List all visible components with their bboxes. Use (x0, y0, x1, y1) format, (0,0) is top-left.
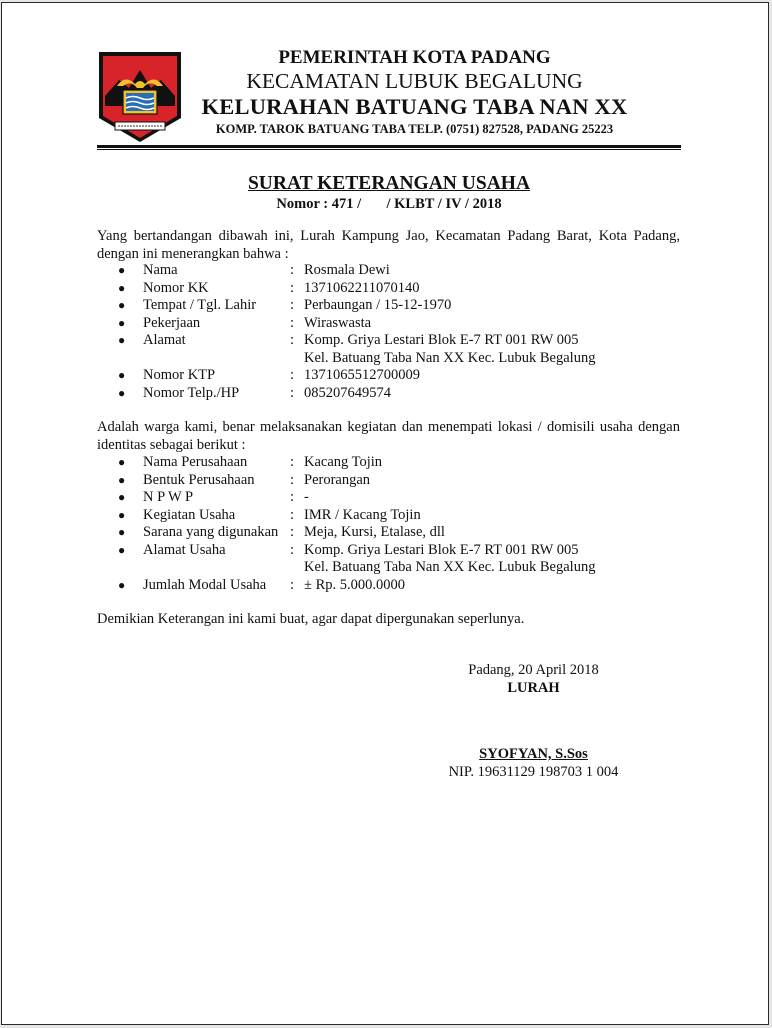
bullet-icon: ● (118, 542, 126, 557)
field-colon: : (290, 471, 295, 488)
bullet-icon: ● (118, 507, 126, 522)
field-row (118, 367, 678, 385)
field-row (118, 315, 678, 333)
letterhead-district: KECAMATAN LUBUK BEGALUNG (246, 69, 583, 93)
field-colon: : (290, 454, 295, 470)
bullet-icon: ● (118, 315, 126, 330)
bullet-icon: ● (118, 577, 126, 592)
field-label: N P W P (143, 489, 194, 505)
field-label: Alamat (143, 332, 186, 348)
field-value-line: Perorangan (304, 471, 371, 488)
field-label: Nama (143, 262, 178, 278)
field-value-line: Komp. Griya Lestari Blok E-7 RT 001 RW 005 (304, 541, 579, 558)
field-label: Bentuk Perusahaan (143, 471, 255, 488)
padang-city-emblem (97, 50, 183, 144)
field-colon: : (290, 314, 295, 331)
field-value (304, 472, 678, 490)
field-label: Pekerjaan (143, 314, 201, 331)
field-row (118, 524, 678, 542)
field-value (304, 297, 678, 315)
field-colon: : (290, 489, 295, 505)
field-colon: : (290, 367, 295, 383)
letterhead-village: KELURAHAN BATUANG TABA NAN XX (201, 94, 628, 119)
intro-paragraph: Yang bertandangan dibawah ini, Lurah Kampung Jao, Kecamatan Padang Barat, Kota Padang, dengan ini menerangkan bahwa : (97, 228, 680, 262)
field-label: Nomor KTP (143, 367, 216, 383)
letterhead-rule-thin (97, 149, 681, 150)
field-value (304, 262, 678, 280)
field-row (118, 262, 678, 280)
signature-name: SYOFYAN, S.Sos (479, 746, 588, 762)
closing-paragraph: Demikian Keterangan ini kami buat, agar dapat dipergunakan seperlunya. (97, 611, 525, 627)
field-value-line: Komp. Griya Lestari Blok E-7 RT 001 RW 005 (304, 332, 579, 348)
signature-position: LURAH (507, 680, 560, 696)
field-value-line: Kel. Batuang Taba Nan XX Kec. Lubuk Begalung (304, 349, 596, 366)
field-label: Alamat Usaha (143, 541, 226, 558)
bullet-icon: ● (118, 385, 126, 400)
bullet-icon: ● (118, 368, 126, 382)
field-label: Nama Perusahaan (143, 454, 248, 470)
bullet-icon: ● (118, 280, 126, 295)
letter-page (1, 2, 769, 1025)
field-label: Nomor KK (143, 279, 209, 296)
field-row (118, 507, 678, 525)
field-colon: : (290, 506, 295, 523)
field-value-line: - (304, 489, 309, 505)
letterhead (183, 47, 646, 137)
field-colon: : (290, 262, 295, 278)
field-value-line: Perbaungan / 15-12-1970 (304, 297, 452, 313)
document-title: SURAT KETERANGAN USAHA (247, 173, 531, 194)
letterhead-rule-thick (97, 145, 681, 148)
field-value (304, 577, 678, 595)
field-label: Kegiatan Usaha (143, 506, 236, 523)
bullet-icon: ● (118, 490, 126, 504)
field-value (304, 454, 678, 472)
document-number: Nomor : 471 / / KLBT / IV / 2018 (276, 196, 502, 212)
field-row (118, 297, 678, 315)
field-value (304, 489, 678, 507)
field-row (118, 577, 678, 595)
letterhead-government: PEMERINTAH KOTA PADANG (278, 47, 551, 68)
bullet-icon: ● (118, 333, 126, 347)
field-value-line: 1371065512700009 (304, 367, 420, 383)
field-colon: : (290, 524, 295, 540)
letterhead-address: KOMP. TAROK BATUANG TABA TELP. (0751) 827528, PADANG 25223 (215, 122, 614, 136)
field-label: Tempat / Tgl. Lahir (143, 297, 257, 313)
field-label: Nomor Telp./HP (143, 384, 240, 401)
field-value (304, 524, 678, 542)
field-value-line: Meja, Kursi, Etalase, dll (304, 524, 445, 540)
field-colon: : (290, 332, 295, 348)
field-value (304, 507, 678, 525)
field-row (118, 332, 678, 367)
field-value (304, 385, 678, 403)
field-value-line: Rosmala Dewi (304, 262, 390, 278)
field-label: Sarana yang digunakan (143, 524, 279, 540)
signature-place-date: Padang, 20 April 2018 (468, 662, 599, 678)
field-colon: : (290, 576, 295, 593)
field-value-line: 1371062211070140 (304, 279, 420, 296)
bullet-icon: ● (118, 263, 126, 277)
middle-paragraph: Adalah warga kami, benar melaksanakan kegiatan dan menempati lokasi / domisili usaha dengan identitas sebagai berikut : (97, 419, 680, 453)
field-colon: : (290, 384, 295, 401)
field-row (118, 385, 678, 403)
bullet-icon: ● (118, 472, 126, 487)
field-value-line: IMR / Kacang Tojin (304, 506, 421, 523)
field-row (118, 542, 678, 577)
field-value (304, 280, 678, 298)
field-row (118, 472, 678, 490)
signature-nip: NIP. 19631129 198703 1 004 (448, 764, 619, 780)
field-value (304, 332, 678, 367)
field-value (304, 367, 678, 385)
field-value-line: 085207649574 (304, 384, 391, 401)
field-value (304, 542, 678, 577)
field-value-line: ± Rp. 5.000.0000 (304, 576, 406, 593)
field-row (118, 454, 678, 472)
field-value-line: Wiraswasta (304, 314, 372, 331)
bullet-icon: ● (118, 298, 126, 312)
field-value (304, 315, 678, 333)
bullet-icon: ● (118, 455, 126, 469)
field-colon: : (290, 541, 295, 558)
bullet-icon: ● (118, 525, 126, 539)
field-value-line: Kacang Tojin (304, 454, 383, 470)
field-value-line: Kel. Batuang Taba Nan XX Kec. Lubuk Begalung (304, 559, 596, 575)
field-label: Jumlah Modal Usaha (143, 576, 267, 593)
field-colon: : (290, 279, 295, 296)
field-colon: : (290, 297, 295, 313)
field-row (118, 280, 678, 298)
field-row (118, 489, 678, 507)
